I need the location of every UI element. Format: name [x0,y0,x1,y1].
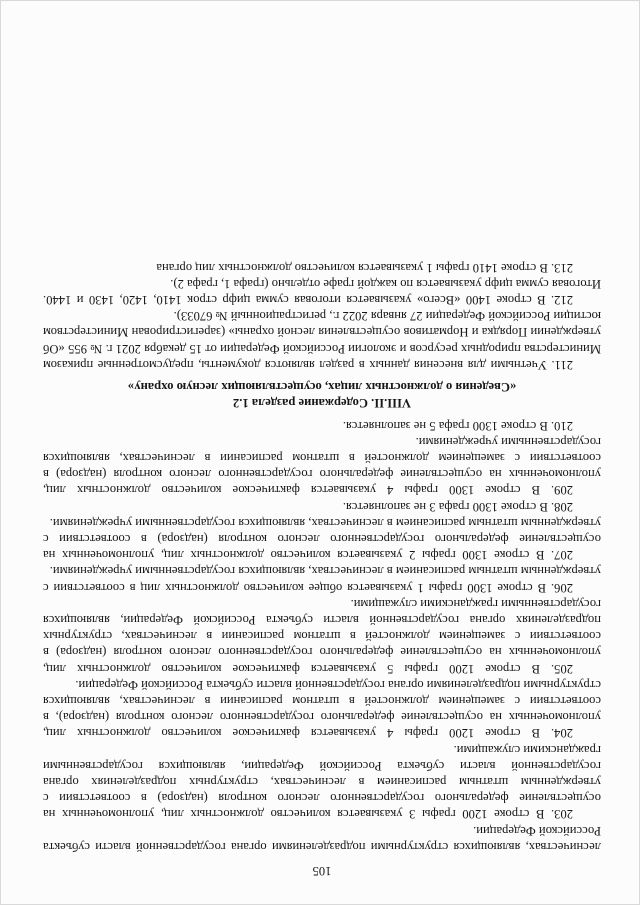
paragraph-213: 213. В строке 1410 графы 1 указывается количество должностных лиц органа [156,260,573,275]
section-heading: VIII.II. Содержание раздела 1.2 [232,396,412,411]
section-subheading: «Сведения о должностных лицах, осуществляющих лесную охрану» [127,380,517,395]
page-number: 105 [312,864,332,878]
paragraph-209: 209. В строке 1300 графы 4 указывается фактическое количество должностных лиц, уполномоченных на осуществление федерального государственного лесного контроля (надзора) в соответствии с замещением должностей в штатном расписании в лесничествах, являющихся государственными учреждениями. [43,434,601,498]
paragraph-210: 210. В строке 1300 графа 5 не заполняется. [342,418,573,433]
paragraph-212: 212. В строке 1400 «Всего» указывается итоговая сумма цифр строк 1410, 1420, 1430 и 1440. Итоговая сумма цифр указывается по каждой графе отдельно (графа 1, графа 2). [43,276,601,308]
paragraph-208: 208. В строке 1300 графа 3 не заполняется. [342,499,573,514]
paragraph-203: 203. В строке 1200 графы 3 указывается количество должностных лиц, уполномоченных на осуществление федерального государственного лесного контроля (надзора) в соответствии с утвержденным штатным расписанием в лесничествах, структурных подразделениях органа государственной власти субъекта Российской Федерации, являющихся государственными гражданскими служащими. [43,742,601,822]
paragraph-continuation: лесничествах, являющихся структурными подразделениями органа государственной власти субъекта Российской Федерации. [43,823,601,854]
paragraph-206: 206. В строке 1300 графы 1 указывается общее количество должностных лиц в соответствии с утвержденным штатным расписанием в лесничествах, являющихся государственными учреждениями. [43,564,601,595]
paragraph-211: 211. Учетными для внесения данных в раздел являются документы, предусмотренные приказом Министерства природных ресурсов и экологии Российской Федерации от 15 декабря 2021 г. № 955 «Об утверждении Порядка и Нормативов осуществления лесной охраны» (зарегистрирован Министерством юстиции Российской Федерации 27 января 2022 г., регистрационный № 67033). [43,309,601,372]
paragraph-205: 205. В строке 1200 графы 5 указывается фактическое количество должностных лиц, уполномоченных на осуществление федерального государственного лесного контроля (надзора) в соответствии с замещением должностей в штатном расписании в лесничествах, структурных подразделениях органа государственной власти субъекта Российской Федерации, являющихся государственными гражданскими служащими. [43,596,601,676]
paragraph-207: 207. В строке 1300 графы 2 указывается количество должностных лиц, уполномоченных на осуществление федерального государственного лесного контроля (надзора) в соответствии с утвержденным штатным расписанием в лесничествах, являющихся государственными учреждениями. [43,515,601,563]
rotated-page-content [43,67,601,879]
paragraph-204: 204. В строке 1200 графы 4 указывается фактическое количество должностных лиц, уполномоченных на осуществление федерального государственного лесного контроля (надзора), в соответствии с замещением должностей в штатном расписании в лесничествах, являющихся структурными подразделениями органа государственной власти субъекта Российской Федерации. [43,677,601,741]
